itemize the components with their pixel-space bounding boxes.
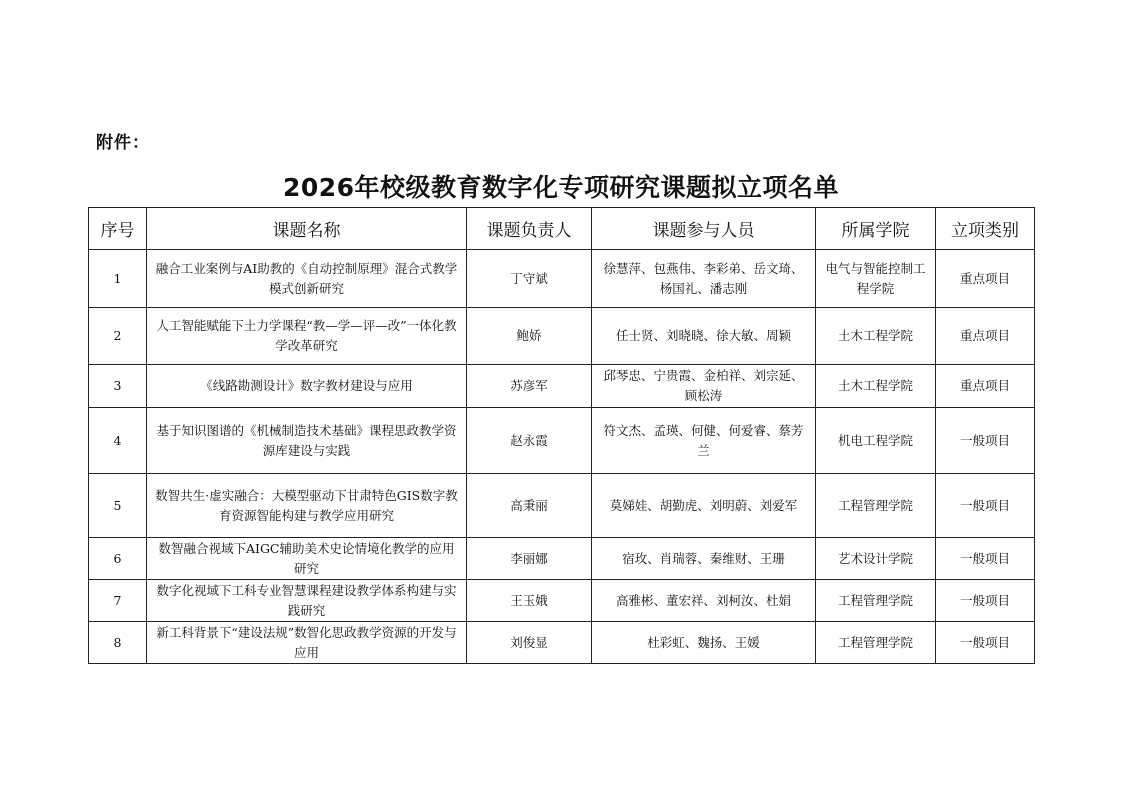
cell-index: 7	[89, 580, 147, 622]
cell-project-title: 数字化视域下工科专业智慧课程建设教学体系构建与实践研究	[147, 580, 467, 622]
header-index: 序号	[89, 208, 147, 250]
header-members: 课题参与人员	[592, 208, 816, 250]
cell-category: 重点项目	[936, 250, 1035, 308]
cell-project-title: 基于知识图谱的《机械制造技术基础》课程思政教学资源库建设与实践	[147, 408, 467, 474]
cell-members: 莫娣娃、胡勤虎、刘明蔚、刘爱军	[592, 474, 816, 538]
cell-project-title: 数智共生·虚实融合：大模型驱动下甘肃特色GIS数字教育资源智能构建与教学应用研究	[147, 474, 467, 538]
header-category: 立项类别	[936, 208, 1035, 250]
cell-leader: 苏彦军	[467, 365, 592, 408]
attachment-label: 附件：	[96, 133, 150, 153]
cell-college: 电气与智能控制工程学院	[816, 250, 936, 308]
cell-leader: 王玉娥	[467, 580, 592, 622]
cell-category: 一般项目	[936, 408, 1035, 474]
cell-category: 一般项目	[936, 622, 1035, 664]
cell-project-title: 人工智能赋能下土力学课程“教—学—评—改”一体化教学改革研究	[147, 308, 467, 365]
project-list-table	[88, 207, 1035, 664]
cell-members: 任士贤、刘晓晓、徐大敏、周颖	[592, 308, 816, 365]
cell-category: 一般项目	[936, 538, 1035, 580]
header-college: 所属学院	[816, 208, 936, 250]
cell-members: 徐慧萍、包燕伟、李彩弟、岳文琦、杨国礼、潘志刚	[592, 250, 816, 308]
cell-leader: 丁守斌	[467, 250, 592, 308]
table-row	[89, 538, 1035, 580]
cell-leader: 高秉丽	[467, 474, 592, 538]
header-leader: 课题负责人	[467, 208, 592, 250]
cell-college: 工程管理学院	[816, 622, 936, 664]
cell-project-title: 数智融合视域下AIGC辅助美术史论情境化教学的应用研究	[147, 538, 467, 580]
cell-leader: 鲍娇	[467, 308, 592, 365]
cell-members: 宿玫、肖瑞蓉、秦维财、王珊	[592, 538, 816, 580]
header-project-title: 课题名称	[147, 208, 467, 250]
cell-category: 一般项目	[936, 474, 1035, 538]
cell-leader: 刘俊显	[467, 622, 592, 664]
cell-college: 工程管理学院	[816, 474, 936, 538]
cell-project-title: 《线路勘测设计》数字教材建设与应用	[147, 365, 467, 408]
table-row	[89, 365, 1035, 408]
cell-index: 4	[89, 408, 147, 474]
cell-index: 5	[89, 474, 147, 538]
cell-college: 土木工程学院	[816, 365, 936, 408]
cell-index: 8	[89, 622, 147, 664]
cell-project-title: 融合工业案例与AI助教的《自动控制原理》混合式教学模式创新研究	[147, 250, 467, 308]
table-row	[89, 308, 1035, 365]
cell-leader: 赵永霞	[467, 408, 592, 474]
cell-index: 2	[89, 308, 147, 365]
cell-college: 艺术设计学院	[816, 538, 936, 580]
cell-members: 杜彩虹、魏扬、王媛	[592, 622, 816, 664]
cell-leader: 李丽娜	[467, 538, 592, 580]
table-row	[89, 580, 1035, 622]
document-title: 2026年校级教育数字化专项研究课题拟立项名单	[282, 173, 840, 202]
cell-index: 6	[89, 538, 147, 580]
table-header-row	[89, 208, 1035, 250]
cell-index: 3	[89, 365, 147, 408]
cell-college: 土木工程学院	[816, 308, 936, 365]
cell-category: 一般项目	[936, 580, 1035, 622]
cell-college: 工程管理学院	[816, 580, 936, 622]
cell-project-title: 新工科背景下“建设法规”数智化思政教学资源的开发与应用	[147, 622, 467, 664]
table-row	[89, 250, 1035, 308]
cell-college: 机电工程学院	[816, 408, 936, 474]
cell-members: 邱琴忠、宁贵霞、金柏祥、刘宗延、顾松涛	[592, 365, 816, 408]
cell-category: 重点项目	[936, 365, 1035, 408]
cell-index: 1	[89, 250, 147, 308]
cell-category: 重点项目	[936, 308, 1035, 365]
cell-members: 高雅彬、董宏祥、刘柯汝、杜娟	[592, 580, 816, 622]
table-row	[89, 408, 1035, 474]
cell-members: 符文杰、孟瑛、何健、何爱睿、蔡芳兰	[592, 408, 816, 474]
table-row	[89, 622, 1035, 664]
table-row	[89, 474, 1035, 538]
